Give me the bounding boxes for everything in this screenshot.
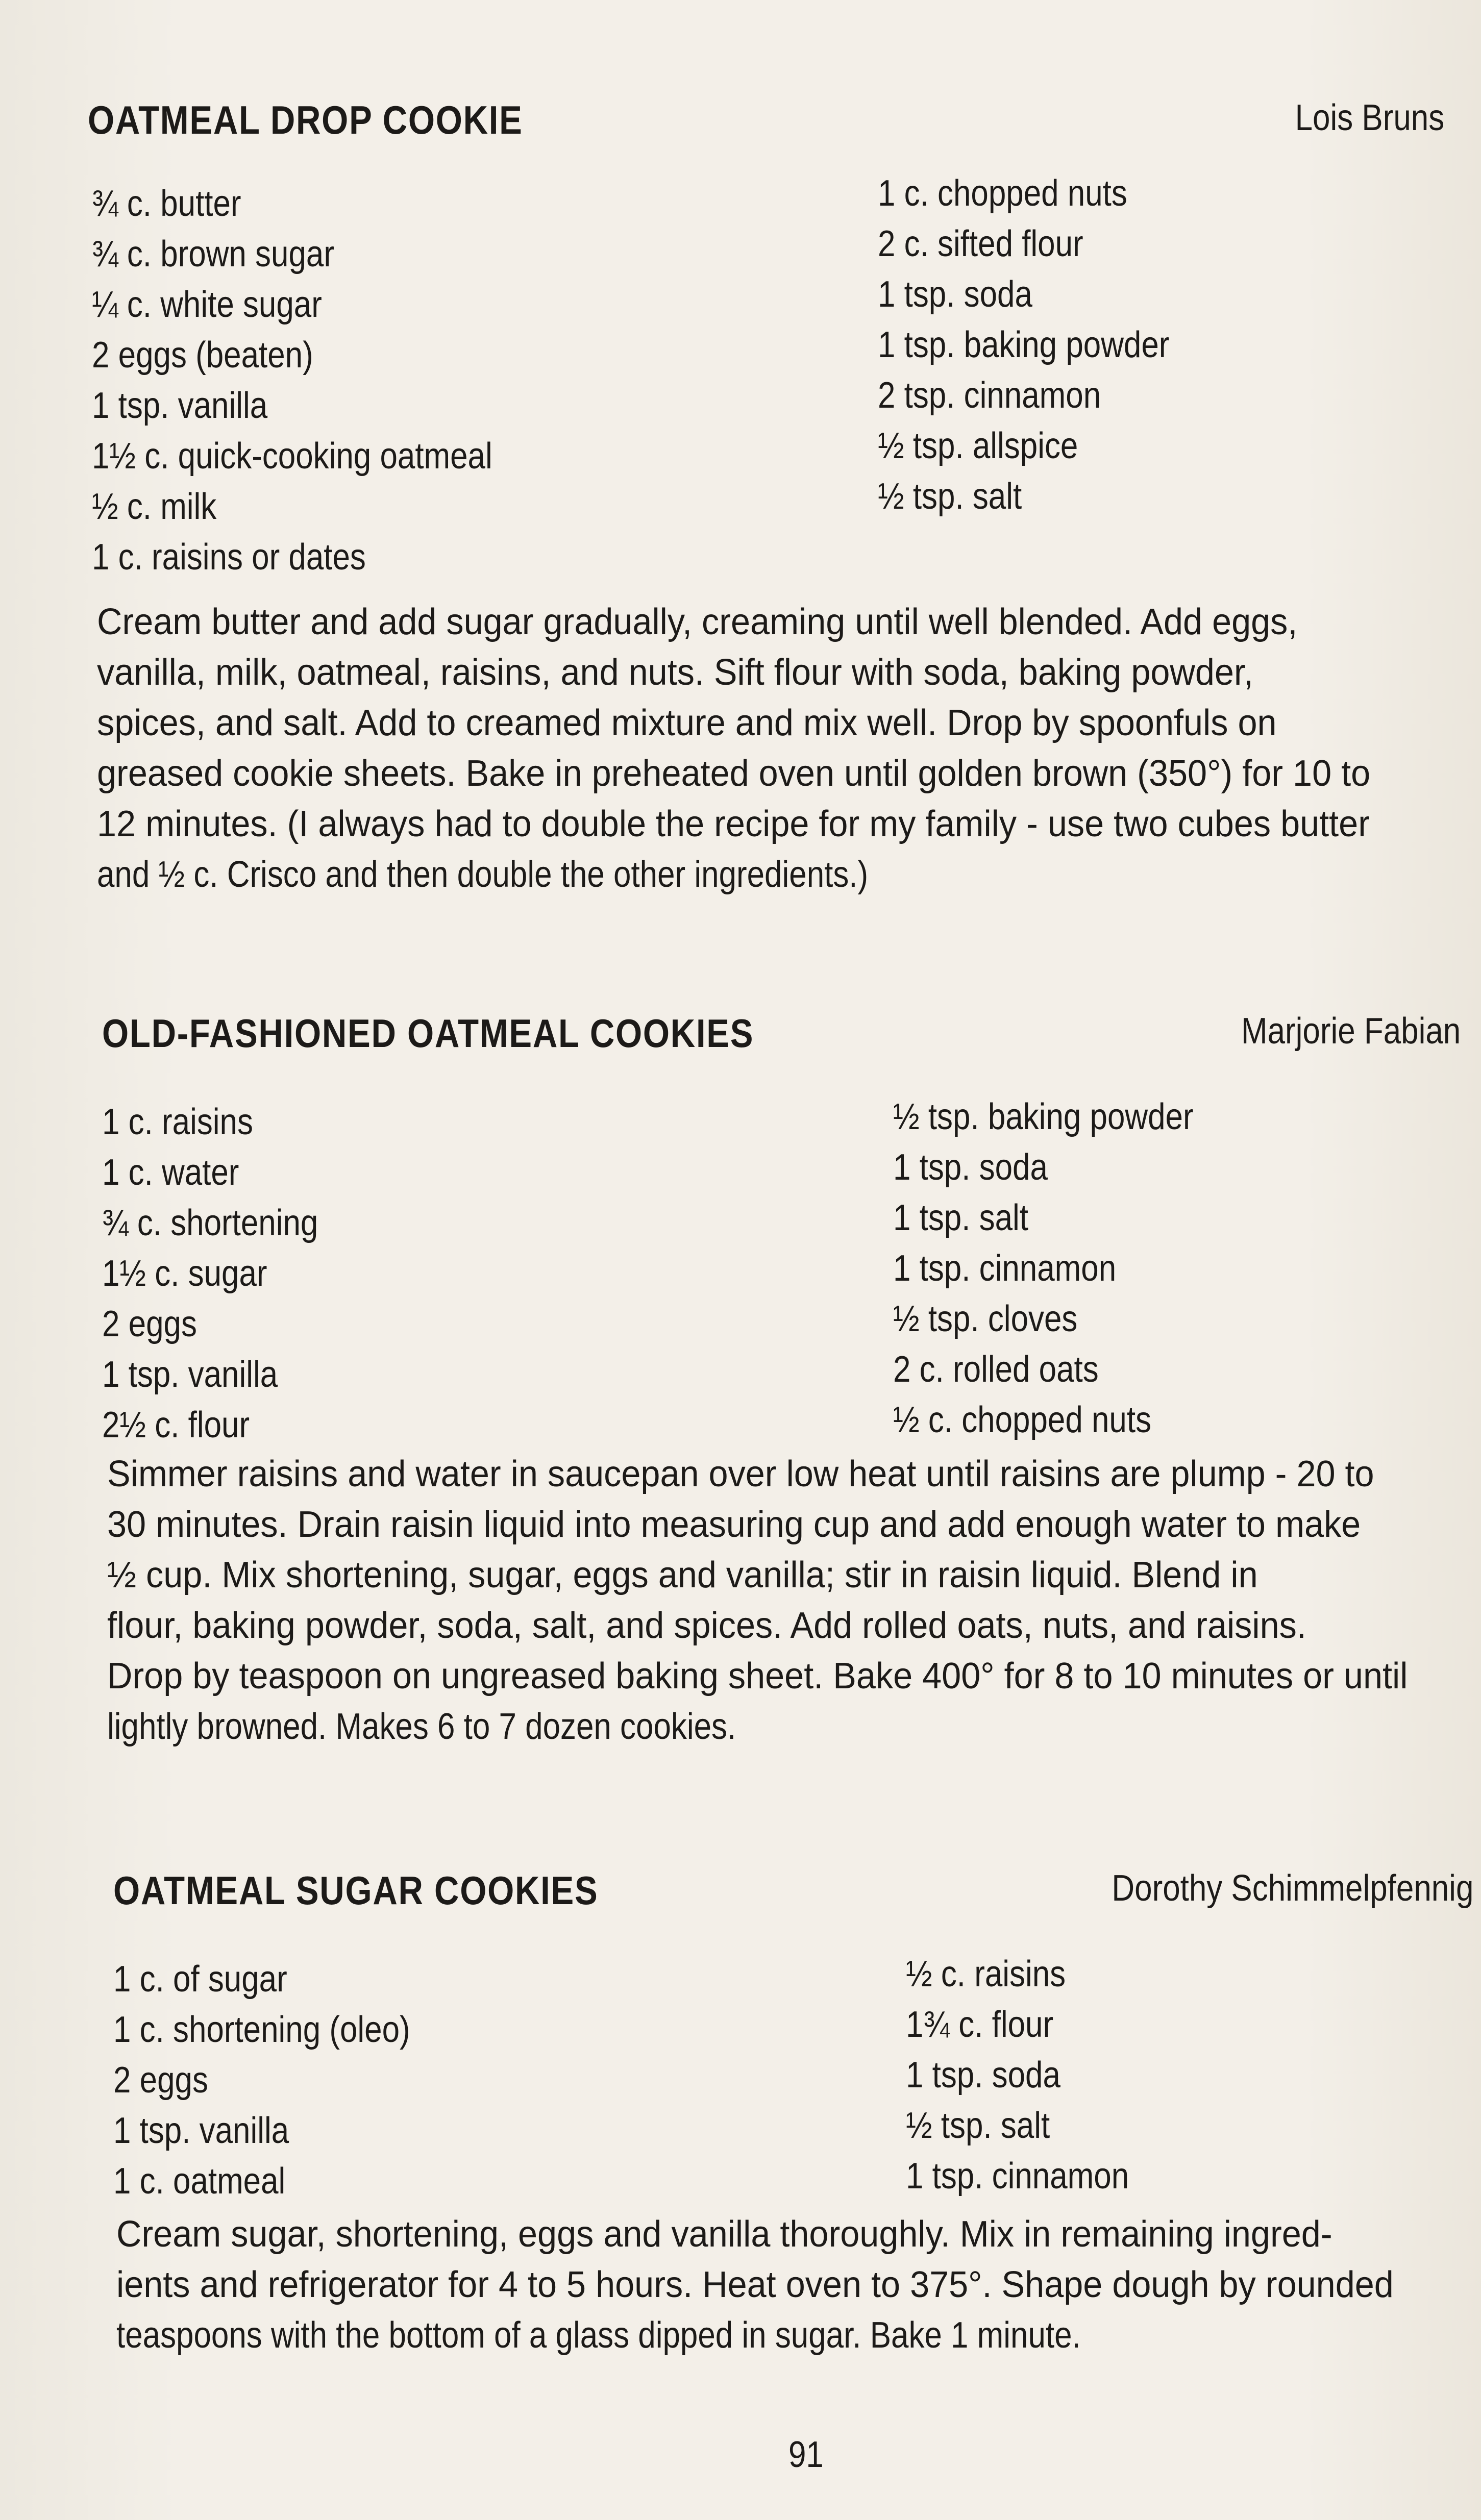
ingredient-item: 1½ c. sugar [102, 1253, 267, 1294]
directions-line: flour, baking powder, soda, salt, and spices. Add rolled oats, nuts, and raisins. [107, 1605, 1306, 1646]
ingredient-item: 1 c. raisins or dates [92, 537, 366, 578]
recipe-header [0, 1867, 1481, 1944]
ingredient-item: ½ c. milk [92, 486, 217, 527]
ingredient-item: ½ c. raisins [906, 1954, 1066, 1994]
ingredient-item: 1¾ c. flour [906, 2004, 1054, 2045]
ingredient-item: 1 tsp. soda [906, 2055, 1060, 2095]
ingredients-left-column [92, 179, 557, 583]
ingredient-item: 1 c. oatmeal [113, 2161, 286, 2202]
recipe-header [0, 97, 1481, 173]
ingredient-item: ½ c. chopped nuts [893, 1400, 1152, 1440]
recipe-directions [116, 2209, 1461, 2361]
directions-line: vanilla, milk, oatmeal, raisins, and nuts. Sift flour with soda, baking powder, [97, 652, 1253, 693]
ingredient-item: 1 c. of sugar [113, 1959, 287, 2000]
ingredient-item: 1 tsp. cinnamon [906, 2156, 1129, 2197]
recipe-author: Marjorie Fabian [1241, 1011, 1461, 1052]
directions-line: and ½ c. Crisco and then double the other ingredients.) [97, 854, 869, 895]
ingredient-item: ½ tsp. cloves [893, 1299, 1078, 1339]
ingredient-item: 2 c. rolled oats [893, 1349, 1099, 1390]
ingredients-left-column [102, 1097, 353, 1451]
ingredient-item: ¾ c. shortening [102, 1203, 318, 1243]
ingredient-item: 2 tsp. cinnamon [878, 375, 1101, 416]
ingredient-item: 2 c. sifted flour [878, 223, 1083, 264]
directions-line: Simmer raisins and water in saucepan over low heat until raisins are plump - 20 to [107, 1454, 1374, 1494]
ingredients-right-column [893, 1092, 1242, 1445]
ingredient-item: 1 c. raisins [102, 1102, 253, 1142]
recipe-title: OLD-FASHIONED OATMEAL COOKIES [102, 1011, 754, 1056]
ingredient-item: 1 tsp. vanilla [92, 385, 268, 426]
directions-line: spices, and salt. Add to creamed mixture and mix well. Drop by spoonfuls on [97, 703, 1277, 743]
directions-line: 12 minutes. (I always had to double the recipe for my family - use two cubes butter [97, 804, 1370, 844]
ingredient-item: 1 c. water [102, 1152, 239, 1193]
ingredient-item: 1 tsp. soda [878, 274, 1032, 315]
directions-line: greased cookie sheets. Bake in preheated oven until golden brown (350°) for 10 to [97, 753, 1371, 794]
ingredients-right-column [906, 1949, 1165, 2202]
directions-line: lightly browned. Makes 6 to 7 dozen cookies. [107, 1706, 736, 1747]
directions-line: 30 minutes. Drain raisin liquid into measuring cup and add enough water to make [107, 1504, 1361, 1545]
directions-line: teaspoons with the bottom of a glass dipped in sugar. Bake 1 minute. [116, 2315, 1081, 2356]
ingredient-item: 1½ c. quick-cooking oatmeal [92, 436, 492, 477]
recipe-header [0, 1010, 1481, 1087]
ingredient-item: ¼ c. white sugar [92, 284, 322, 325]
directions-line: ients and refrigerator for 4 to 5 hours. Heat oven to 375°. Shape dough by rounded [116, 2264, 1394, 2305]
ingredient-item: 1 c. shortening (oleo) [113, 2009, 410, 2050]
ingredient-item: ½ tsp. salt [878, 476, 1022, 517]
ingredient-item: 1 tsp. vanilla [113, 2110, 289, 2151]
ingredient-item: 2½ c. flour [102, 1405, 250, 1445]
ingredient-item: 1 c. chopped nuts [878, 173, 1127, 214]
ingredient-item: ¾ c. butter [92, 183, 241, 224]
directions-line: Cream sugar, shortening, eggs and vanilla thoroughly. Mix in remaining ingred- [116, 2214, 1332, 2255]
ingredients-right-column [878, 168, 1217, 522]
ingredient-item: ½ tsp. allspice [878, 426, 1078, 466]
directions-line: Cream butter and add sugar gradually, creaming until well blended. Add eggs, [97, 602, 1298, 642]
ingredient-item: 2 eggs (beaten) [92, 335, 313, 376]
recipe-title: OATMEAL DROP COOKIE [88, 97, 523, 142]
recipe-old-fashioned-oatmeal-cookies [0, 1010, 1481, 1747]
recipe-directions [97, 597, 1438, 900]
recipe-oatmeal-drop-cookie [0, 97, 1481, 895]
ingredient-item: 2 eggs [113, 2060, 208, 2101]
ingredient-item: 1 tsp. soda [893, 1147, 1048, 1188]
recipe-author: Lois Bruns [1295, 97, 1444, 138]
ingredients-left-column [113, 1954, 458, 2207]
ingredient-item: 1 tsp. baking powder [878, 325, 1170, 365]
directions-line: Drop by teaspoon on ungreased baking sheet. Bake 400° for 8 to 10 minutes or until [107, 1656, 1408, 1696]
ingredient-item: 1 tsp. salt [893, 1197, 1029, 1238]
ingredient-item: ¾ c. brown sugar [92, 234, 334, 275]
directions-line: ½ cup. Mix shortening, sugar, eggs and vanilla; stir in raisin liquid. Blend in [107, 1555, 1258, 1595]
page-number: 91 [788, 2434, 824, 2475]
ingredient-item: 2 eggs [102, 1304, 197, 1344]
ingredient-item: 1 tsp. cinnamon [893, 1248, 1117, 1289]
recipe-directions [107, 1449, 1476, 1752]
ingredient-item: ½ tsp. baking powder [893, 1096, 1194, 1137]
recipe-oatmeal-sugar-cookies [0, 1867, 1481, 2356]
ingredient-item: ½ tsp. salt [906, 2105, 1050, 2146]
recipe-title: OATMEAL SUGAR COOKIES [113, 1868, 599, 1913]
recipe-author: Dorothy Schimmelpfennig [1112, 1868, 1473, 1909]
ingredient-item: 1 tsp. vanilla [102, 1354, 278, 1395]
